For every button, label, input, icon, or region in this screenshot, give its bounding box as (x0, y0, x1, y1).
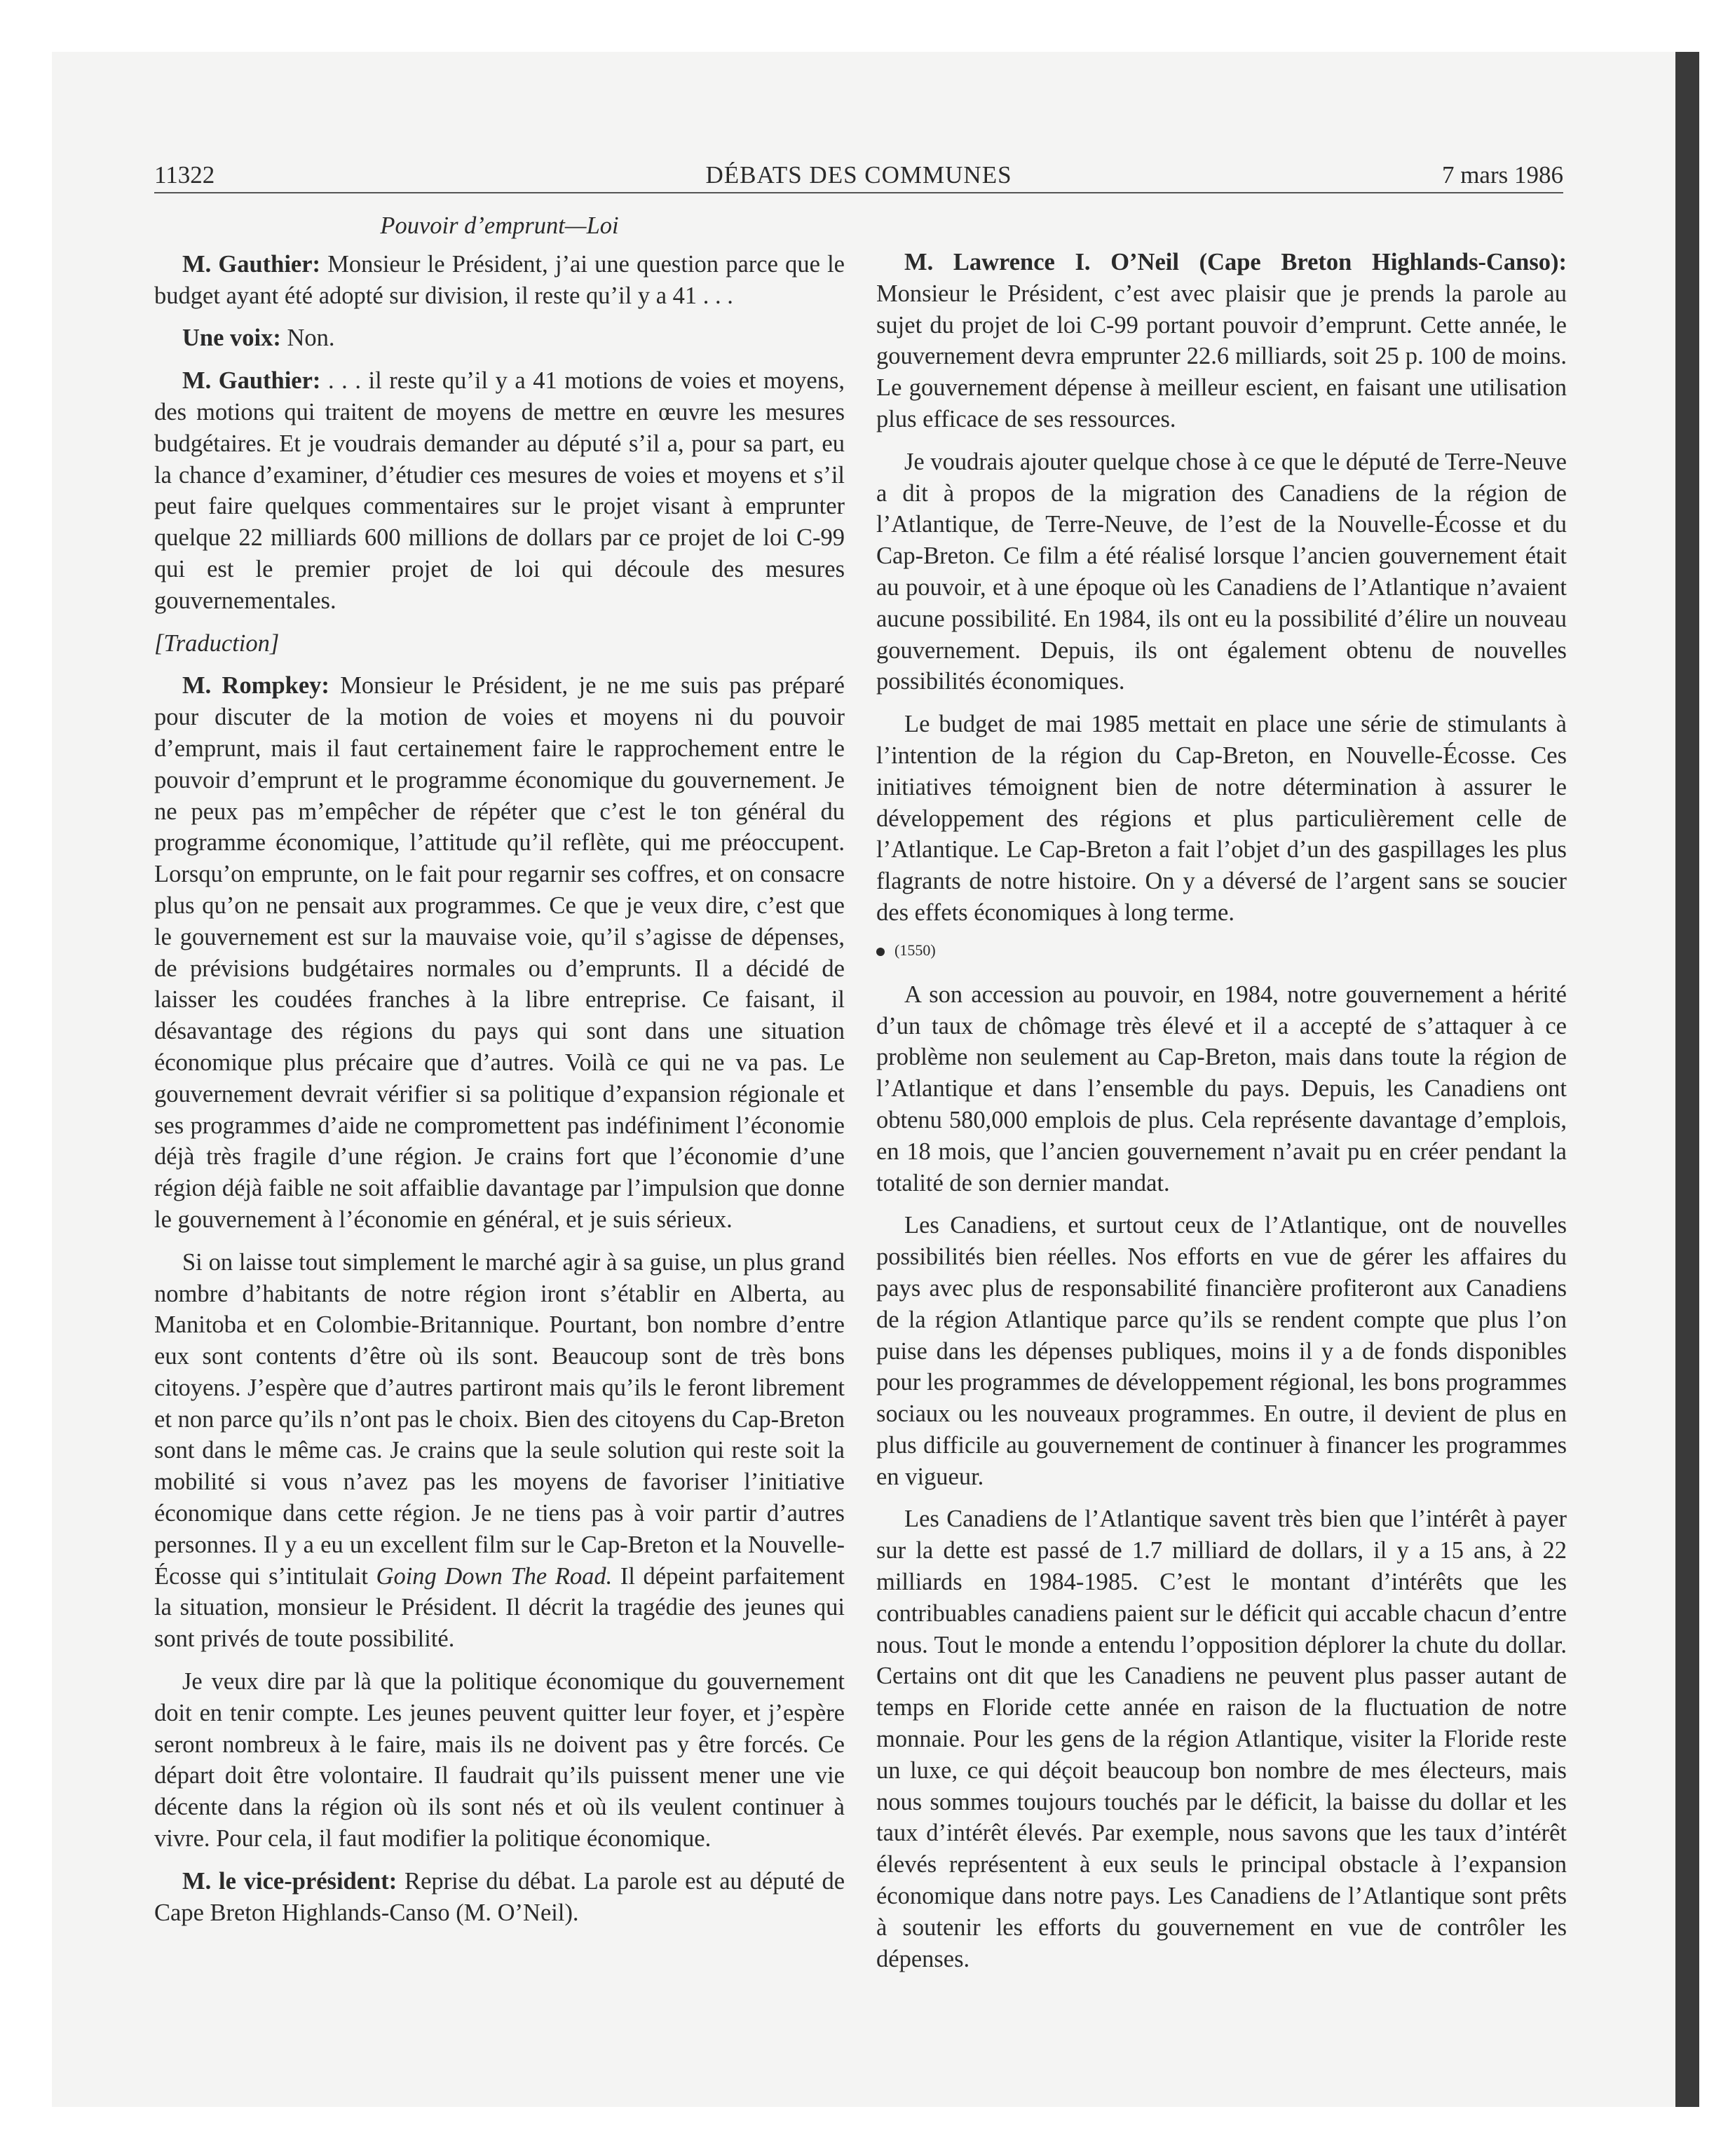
paragraph (876, 247, 1567, 435)
speech-text: Il dépeint parfaitement la situation, monsieur le Président. Il décrit la tragédie des jeunes qui sont privés de toute possibilité. (154, 1562, 845, 1653)
paragraph (154, 249, 845, 312)
section-subheading: Pouvoir d’emprunt—Loi (380, 212, 619, 239)
speech-text: Si on laisse tout simplement le marché agir à sa guise, un plus grand nombre d’habitants de notre région iront s’établir en Alberta, au Manitoba et en Colombie-Britannique. Pourtant, bon nombre d’entre eux sont contents d’être où ils sont. Beaucoup sont de très bons citoyens. J’espère que d’autres partiront mais qu’ils le feront librement et non parce qu’ils n’ont pas le choix. Bien des citoyens du Cap-Breton sont dans le même cas. Je crains que la seule solution qui reste soit la mobilité si vous n’avez pas les moyens de favoriser l’initiative économique dans cette région. Je ne tiens pas à voir partir d’autres personnes. Il y a eu un excellent film sur le Cap-Breton et la Nouvelle-Écosse qui s’intitulait (154, 1248, 845, 1590)
paragraph (154, 322, 845, 354)
speaker-name: M. Lawrence I. O’Neil (Cape Breton Highlands-Canso): (904, 249, 1567, 275)
publication-title: DÉBATS DES COMMUNES (705, 161, 1012, 189)
paragraph (876, 979, 1567, 1199)
paragraph (154, 365, 845, 616)
film-title: Going Down The Road. (376, 1562, 613, 1590)
speech-text: Monsieur le Président, j’ai une question parce que le budget ayant été adopté sur division, il reste qu’il y a 41 . . . (154, 250, 845, 309)
speech-text: . . . il reste qu’il y a 41 motions de voies et moyens, des motions qui traitent de moyens de mettre en œuvre les mesures budgétaires. Et je voudrais demander au député s’il a, pour sa part, eu la chance d’examiner, d’étudier ces mesures de voies et moyens et s’il peut faire quelques commentaires sur le projet visant à emprunter quelque 22 milliards 600 millions de dollars par ce projet de loi C-99 qui est le premier projet de loi qui découle des mesures gouvernementales. (154, 367, 845, 614)
speech-text: Monsieur le Président, je ne me suis pas préparé pour discuter de la motion de voies et moyens ni du pouvoir d’emprunt, mais il faut certainement faire le rapprochement entre le pouvoir d’emprunt et le programme économique du gouvernement. Je ne peux pas m’empêcher de répéter que c’est le ton général du programme économique, l’attitude qu’il reflète, qui me préoccupent. Lorsqu’on emprunte, on le fait pour regarnir ses coffres, et on consacre plus qu’on ne pensait aux programmes. Ce que je veux dire, c’est que le gouvernement est sur la mauvaise voie, qu’il s’agisse de dépenses, de prévisions budgétaires normales ou d’emprunts. Il a décidé de laisser les coudées franches à la libre entreprise. Ce faisant, il désavantage des régions du pays qui sont dans une situation économique plus précaire que d’autres. Voilà ce qui ne va pas. Le gouvernement devrait vérifier si sa politique d’expansion régionale et ses programmes d’aide ne compromettent pas indéfiniment l’économie déjà très fragile d’une région. Je crains fort que l’économie d’une région déjà faible ne soit affaiblie davantage par l’impulsion que donne le gouvernement à l’économie en général, et je suis sérieux. (154, 672, 845, 1233)
paragraph (876, 1210, 1567, 1492)
speaker-name: M. Gauthier: (182, 367, 321, 395)
speech-text: Les Canadiens, et surtout ceux de l’Atlantique, ont de nouvelles possibilités bien réelles. Nos efforts en vue de gérer les affaires du pays avec plus de responsabilité financière profiteront aux Canadiens de la région Atlantique parce qu’ils se rendent compte que plus l’on puise dans les dépenses publiques, moins il y a de fonds disponibles pour les programmes de développement régional, les bons programmes sociaux ou les nouveaux programmes. En outre, il devient de plus en plus difficile au gouvernement de continuer à financer les programmes en vigueur. (876, 1212, 1567, 1490)
paragraph (154, 670, 845, 1235)
right-column (876, 247, 1567, 1986)
paragraph (876, 1503, 1567, 1974)
page-header (154, 158, 1563, 193)
speaker-name: M. Rompkey: (182, 672, 329, 700)
speech-text: Je veux dire par là que la politique économique du gouvernement doit en tenir compte. Les jeunes peuvent quitter leur foyer, et j’espère seront nombreux à le faire, mais ils ne doivent pas y être forcés. Ce départ doit être volontaire. Il faudrait qu’ils puissent mener une vie décente dans la région où ils sont nés et où ils veulent continuer à vivre. Pour cela, il faut modifier la politique économique. (154, 1668, 845, 1853)
paragraph (154, 1866, 845, 1929)
time-marker-text: (1550) (894, 941, 936, 959)
speech-text: Non. (280, 325, 335, 352)
paragraph (876, 446, 1567, 697)
paragraph (154, 1666, 845, 1855)
speech-text: Le budget de mai 1985 mettait en place une série de stimulants à l’intention de la région du Cap-Breton, en Nouvelle-Écosse. Ces initiatives témoignent bien de notre détermination à assurer le développement des régions et plus particulièrement celle de l’Atlantique. Le Cap-Breton a fait l’objet d’un des gaspillages les plus flagrants de notre histoire. On y a déversé de l’argent sans se soucier des effets économiques à long terme. (876, 711, 1567, 926)
speech-text: Les Canadiens de l’Atlantique savent très bien que l’intérêt à payer sur la dette est passé de 1.7 milliard de dollars, il y a 15 ans, à 22 milliards en 1984-1985. C’est le montant d’intérêts que les contribuables canadiens paient sur le déficit qui accable chacun d’entre nous. Tout le monde a entendu l’opposition déplorer la chute du dollar. Certains ont dit que les Canadiens ne peuvent plus passer autant de temps en Floride cette année en raison de la fluctuation de notre monnaie. Pour les gens de la région Atlantique, visiter la Floride reste un luxe, ce qui déçoit beaucoup bon nombre de mes électeurs, mais nous sommes toujours touchés par le déficit, la baisse du dollar et les taux d’intérêt élevés. Par exemple, nous savons que les taux d’intérêt élevés représentent à eux seuls le principal obstacle à l’expansion économique dans notre pays. Les Canadiens de l’Atlantique sont prêts à soutenir les efforts du gouvernement en vue de contrôler les dépenses. (876, 1506, 1567, 1972)
speech-text: Reprise du débat. La parole est au député de Cape Breton Highlands-Canso (M. O’Neil). (154, 1867, 845, 1926)
left-column (154, 210, 845, 1939)
paragraph (154, 1247, 845, 1655)
speaker-name: M. le vice-président: (182, 1867, 397, 1895)
translation-note: [Traduction] (154, 629, 280, 657)
speech-text: Je voudrais ajouter quelque chose à ce que le député de Terre-Neuve a dit à propos de la migration des Canadiens de la région de l’Atlantique, de Terre-Neuve, de l’est de la Nouvelle-Écosse et du Cap-Breton. Ce film a été réalisé lorsque l’ancien gouvernement était au pouvoir, et à une époque où les Canadiens de l’Atlantique n’avaient aucune possibilité. En 1984, ils ont eu la possibilité d’élire un nouveau gouvernement. Depuis, ils ont également obtenu de nouvelles possibilités économiques. (876, 448, 1567, 695)
scan-edge (1675, 52, 1699, 2107)
page-date: 7 mars 1986 (1441, 161, 1563, 189)
paragraph (876, 709, 1567, 929)
page-number: 11322 (154, 161, 215, 189)
speech-text: A son accession au pouvoir, en 1984, notre gouvernement a hérité d’un taux de chômage très élevé et il a accepté de s’attaquer à ce problème non seulement au Cap-Breton, mais dans toute la région de l’Atlantique et dans l’ensemble du pays. Depuis, les Canadiens ont obtenu 580,000 emplois de plus. Cela représente davantage d’emplois, en 18 mois, que l’ancien gouvernement n’avait pu en créer pendant la totalité de son dernier mandat. (876, 981, 1567, 1196)
speaker-name: Une voix: (182, 325, 281, 352)
speaker-name: M. Gauthier: (182, 250, 321, 278)
time-marker (876, 940, 1567, 961)
speech-text: Monsieur le Président, c’est avec plaisir que je prends la parole au sujet du projet de loi C-99 portant pouvoir d’emprunt. Cette année, le gouvernement devra emprunter 22.6 milliards, soit 25 p. 100 de moins. Le gouvernement dépense à meilleur escient, en faisant une utilisation plus efficace de ses ressources. (876, 280, 1567, 432)
bullet-icon (876, 948, 885, 956)
